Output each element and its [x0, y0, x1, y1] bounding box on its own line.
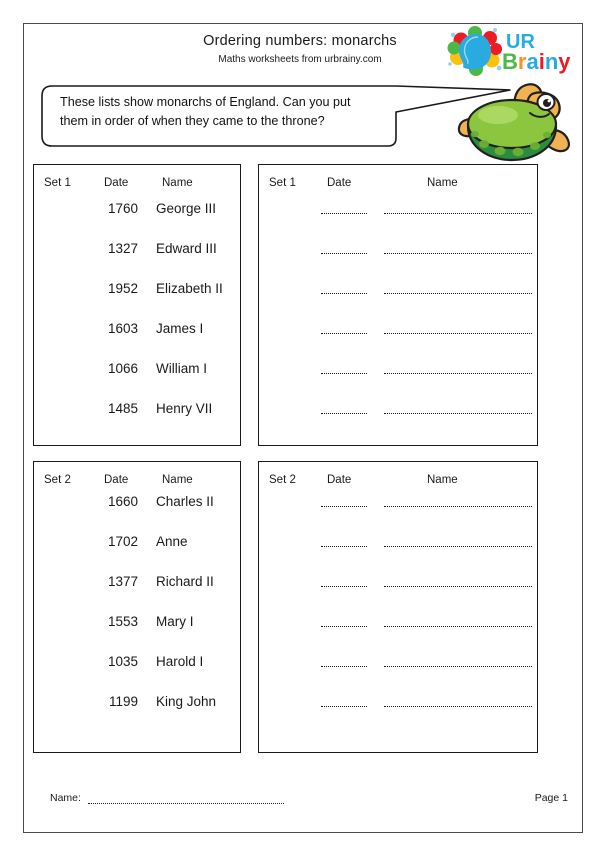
- cell-date: 1035: [107, 654, 138, 669]
- answer-row[interactable]: [259, 574, 537, 614]
- instruction-line-1: These lists show monarchs of England. Can you put: [60, 95, 351, 109]
- answer-blank-date[interactable]: [321, 506, 367, 507]
- page-title: Ordering numbers: monarchs: [203, 33, 397, 49]
- cell-date: 1553: [107, 614, 138, 629]
- answer-blank-name[interactable]: [384, 413, 532, 414]
- column-header-name: Name: [162, 177, 193, 189]
- cell-date: 1327: [107, 241, 138, 256]
- table-row: [34, 361, 240, 401]
- column-header-name: Name: [427, 177, 458, 189]
- answer-blank-date[interactable]: [321, 373, 367, 374]
- column-header-date: Date: [327, 177, 352, 189]
- table-row: [34, 321, 240, 361]
- answer-row[interactable]: [259, 201, 537, 241]
- cell-name: King John: [156, 694, 217, 709]
- answer-blank-date[interactable]: [321, 213, 367, 214]
- table-row: [34, 694, 240, 734]
- cell-date: 1760: [107, 201, 138, 216]
- column-header-name: Name: [427, 474, 458, 486]
- cell-name: Mary I: [156, 614, 194, 629]
- footer-name-input[interactable]: [88, 803, 284, 804]
- set-label: Set 2: [269, 474, 296, 486]
- answer-blank-date[interactable]: [321, 666, 367, 667]
- answer-blank-date[interactable]: [321, 586, 367, 587]
- logo-text-ur: UR: [506, 31, 535, 53]
- cell-date: 1377: [107, 574, 138, 589]
- answer-box-set-2: [258, 461, 538, 753]
- cell-date: 1702: [107, 534, 138, 549]
- answer-blank-date[interactable]: [321, 333, 367, 334]
- answer-blank-date[interactable]: [321, 706, 367, 707]
- answer-box-set-1: [258, 164, 538, 446]
- answer-blank-name[interactable]: [384, 333, 532, 334]
- answer-blank-name[interactable]: [384, 626, 532, 627]
- answer-blank-date[interactable]: [321, 413, 367, 414]
- answer-row[interactable]: [259, 494, 537, 534]
- logo-text-brainy: Brainy: [502, 49, 571, 74]
- question-box-set-1: [33, 164, 241, 446]
- set-label: Set 1: [269, 177, 296, 189]
- answer-blank-date[interactable]: [321, 253, 367, 254]
- column-header-date: Date: [104, 177, 129, 189]
- question-box-set-2: [33, 461, 241, 753]
- table-row: [34, 574, 240, 614]
- cell-name: George III: [156, 201, 217, 216]
- table-row: [34, 401, 240, 441]
- cell-name: Anne: [156, 534, 188, 549]
- answer-blank-name[interactable]: [384, 666, 532, 667]
- cell-name: William I: [156, 361, 207, 376]
- cell-date: 1066: [107, 361, 138, 376]
- column-header-date: Date: [104, 474, 129, 486]
- table-row: [34, 654, 240, 694]
- table-row: [34, 241, 240, 281]
- table-row: [34, 281, 240, 321]
- cell-date: 1603: [107, 321, 138, 336]
- answer-blank-name[interactable]: [384, 293, 532, 294]
- answer-row[interactable]: [259, 534, 537, 574]
- answer-blank-name[interactable]: [384, 373, 532, 374]
- table-row: [34, 614, 240, 654]
- instruction-line-2: them in order of when they came to the throne?: [60, 114, 325, 128]
- answer-blank-name[interactable]: [384, 706, 532, 707]
- table-row: [34, 201, 240, 241]
- answer-blank-name[interactable]: [384, 253, 532, 254]
- answer-blank-name[interactable]: [384, 506, 532, 507]
- page-subtitle: Maths worksheets from urbrainy.com: [218, 54, 382, 65]
- column-header-date: Date: [327, 474, 352, 486]
- table-row: [34, 534, 240, 574]
- cell-date: 1952: [107, 281, 138, 296]
- cell-name: Harold I: [156, 654, 204, 669]
- set-label: Set 1: [44, 177, 71, 189]
- page-number: Page 1: [534, 792, 568, 804]
- cell-name: James I: [156, 321, 204, 336]
- cell-name: Henry VII: [156, 401, 213, 416]
- turtle-mascot-icon: [446, 82, 578, 164]
- footer-name-label: Name:: [50, 792, 81, 804]
- answer-blank-name[interactable]: [384, 213, 532, 214]
- answer-row[interactable]: [259, 401, 537, 441]
- answer-row[interactable]: [259, 694, 537, 734]
- answer-row[interactable]: [259, 321, 537, 361]
- cell-name: Richard II: [156, 574, 214, 589]
- answer-blank-date[interactable]: [321, 546, 367, 547]
- ur-brainy-head-logo-icon: [448, 26, 503, 76]
- answer-row[interactable]: [259, 361, 537, 401]
- column-header-name: Name: [162, 474, 193, 486]
- cell-name: Edward III: [156, 241, 217, 256]
- set-label: Set 2: [44, 474, 71, 486]
- table-row: [34, 494, 240, 534]
- answer-row[interactable]: [259, 241, 537, 281]
- answer-blank-date[interactable]: [321, 626, 367, 627]
- answer-row[interactable]: [259, 614, 537, 654]
- answer-blank-date[interactable]: [321, 293, 367, 294]
- ur-brainy-logo: [446, 24, 578, 78]
- answer-blank-name[interactable]: [384, 546, 532, 547]
- cell-name: Charles II: [156, 494, 214, 509]
- instruction-text: [60, 93, 400, 131]
- answer-blank-name[interactable]: [384, 586, 532, 587]
- cell-date: 1485: [107, 401, 138, 416]
- cell-date: 1660: [107, 494, 138, 509]
- answer-row[interactable]: [259, 281, 537, 321]
- cell-date: 1199: [108, 694, 138, 709]
- answer-row[interactable]: [259, 654, 537, 694]
- cell-name: Elizabeth II: [156, 281, 223, 296]
